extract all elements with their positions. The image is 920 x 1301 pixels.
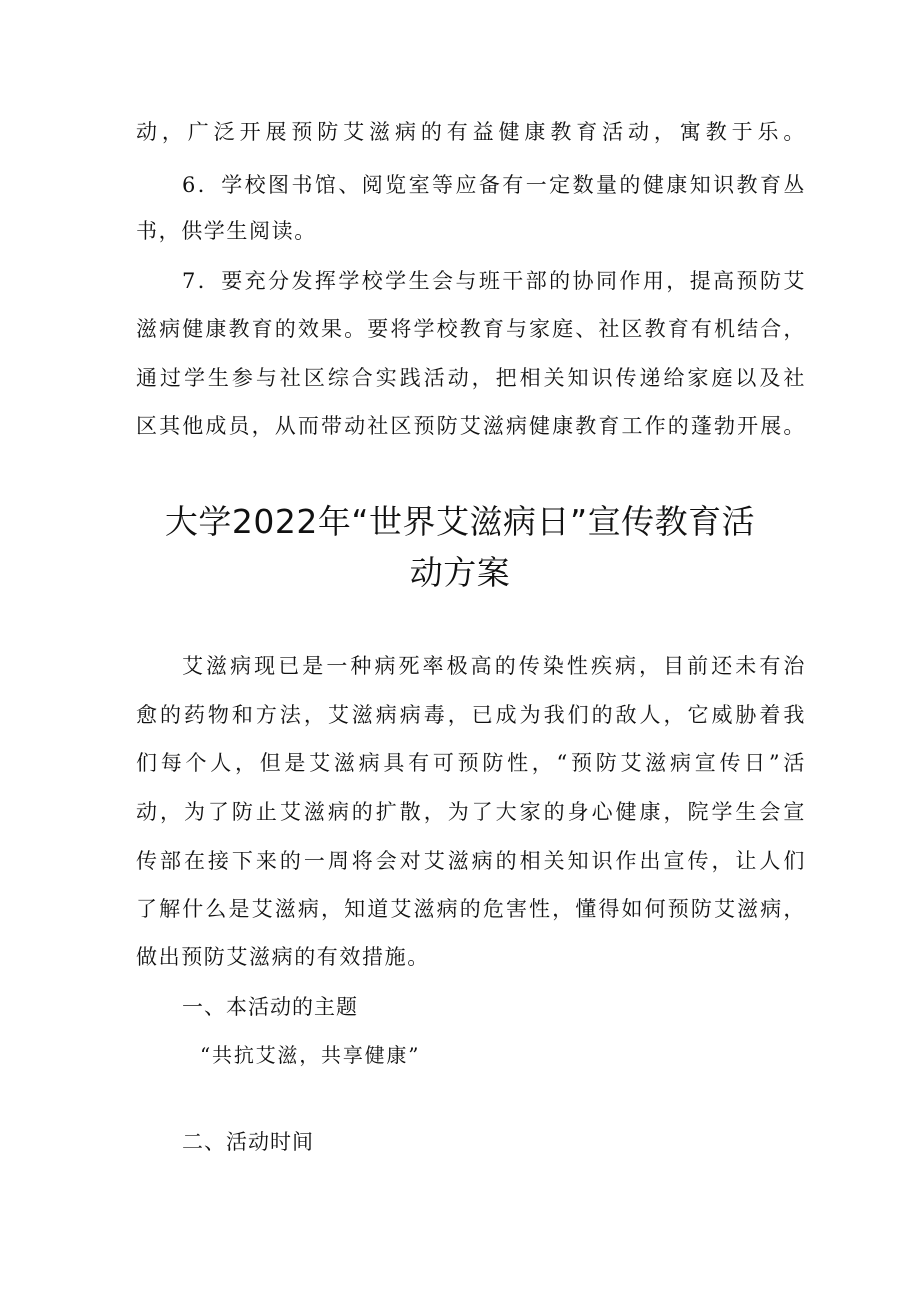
intro-line-3: 书，供学生阅读。 [136, 219, 317, 243]
page-title-line-1: 大学2022年“世界艾滋病日”宣传教育活 [164, 502, 756, 541]
body-line-5: 传部在接下来的一周将会对艾滋病的相关知识作出宣传，让人们 [136, 849, 806, 873]
body-line-4: 动，为了防止艾滋病的扩散，为了大家的身心健康，院学生会宣 [136, 800, 806, 824]
body-line-3: 们每个人，但是艾滋病具有可预防性，“预防艾滋病宣传日”活 [136, 751, 806, 775]
body-line-1: 艾滋病现已是一种病死率极高的传染性疾病，目前还未有治 [182, 654, 806, 678]
intro-line-2: 6．学校图书馆、阅览室等应备有一定数量的健康知识教育丛 [182, 173, 806, 197]
body-line-7: 做出预防艾滋病的有效措施。 [136, 945, 430, 969]
intro-line-7: 区其他成员，从而带动社区预防艾滋病健康教育工作的蓬勃开展。 [136, 414, 806, 438]
intro-line-1: 动，广泛开展预防艾滋病的有益健康教育活动，寓教于乐。 [136, 120, 806, 144]
intro-line-4: 7．要充分发挥学校学生会与班干部的协同作用，提高预防艾 [182, 269, 806, 293]
section-heading-theme: 一、本活动的主题 [182, 995, 358, 1019]
body-line-2: 愈的药物和方法，艾滋病病毒，已成为我们的敌人，它威胁着我 [136, 703, 806, 727]
intro-line-6: 通过学生参与社区综合实践活动，把相关知识传递给家庭以及社 [136, 366, 806, 390]
section-heading-time: 二、活动时间 [182, 1130, 314, 1154]
body-line-6: 了解什么是艾滋病，知道艾滋病的危害性，懂得如何预防艾滋病， [136, 897, 806, 921]
page-title-line-2: 动方案 [409, 553, 511, 592]
intro-line-5: 滋病健康教育的效果。要将学校教育与家庭、社区教育有机结合， [136, 317, 806, 341]
theme-slogan: “共抗艾滋，共享健康” [200, 1043, 421, 1067]
